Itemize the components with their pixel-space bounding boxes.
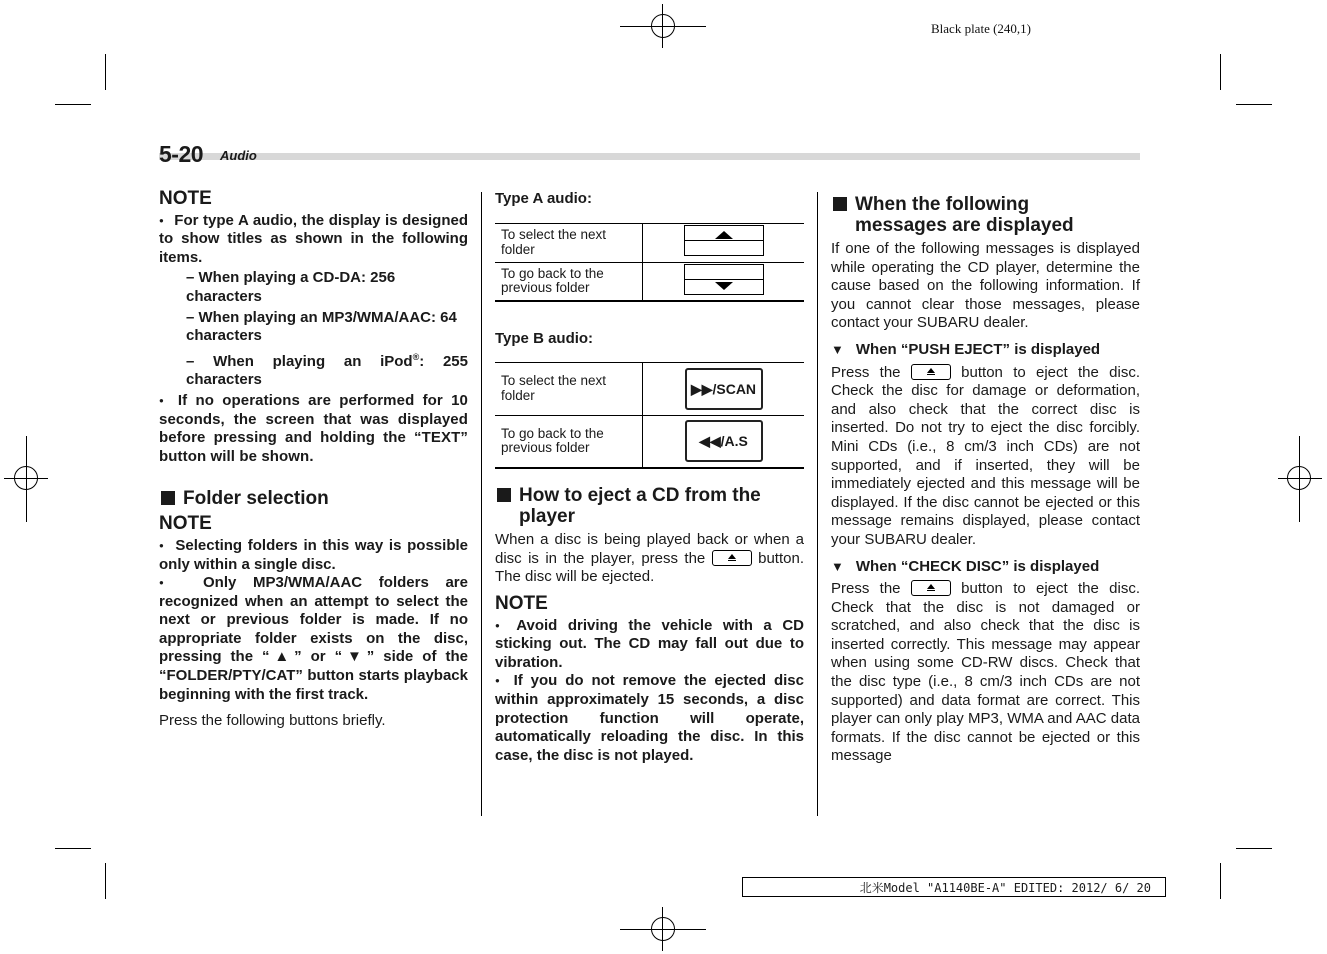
table-cell-icon	[643, 223, 805, 262]
column-1	[159, 190, 468, 731]
section-heading-text: When the following messages are displayed	[855, 194, 1074, 236]
subheading-check-disc	[831, 558, 1140, 577]
crop-mark	[1220, 863, 1221, 899]
note-bullet: ● If no operations are performed for 10 seconds, the screen that was displayed before pressing and holding the “TEXT” button will be shown.	[159, 392, 468, 466]
header-bar	[159, 153, 1140, 160]
type-a-table	[495, 223, 804, 303]
section-heading-text: How to eject a CD from the player	[519, 485, 761, 528]
registered-mark: ®	[412, 351, 420, 362]
registration-line	[620, 26, 706, 27]
subheading-text: When “CHECK DISC” is displayed	[855, 557, 1100, 575]
note-heading: NOTE	[159, 513, 212, 535]
table-cell-label: To select the next folder	[495, 223, 643, 262]
column-2	[495, 190, 804, 765]
registration-line	[1299, 436, 1300, 522]
down-triangle-icon: ▼	[831, 558, 844, 574]
seek-scan-button-icon: ▶▶/SCAN	[685, 368, 763, 410]
crop-mark	[105, 54, 106, 90]
body-text-part: button to eject the disc. Check that the disc is not damaged or scratched, and also check that the disc is inserted correctly. This message may appear when using some CD-RW discs. Check that the disc type (i.e., 8 cm/3 inch CDs are not supported) and data format are correct. This player can only play MP3, WMA and AAC data formats. If the disc cannot be ejected or this message	[831, 580, 1141, 765]
table-cell-label: To go back to the previous folder	[495, 262, 643, 301]
table-cell-label: To go back to the previous folder	[495, 415, 643, 468]
eject-button-icon	[911, 364, 951, 380]
note-heading: NOTE	[159, 188, 212, 209]
section-heading-text: Folder selection	[183, 488, 329, 510]
note-text: ” or “	[294, 648, 343, 666]
down-triangle-icon	[684, 264, 764, 295]
crop-mark	[1236, 848, 1272, 849]
down-triangle-icon: ▼	[342, 648, 367, 666]
body-text	[831, 580, 1140, 766]
down-triangle-icon: ▼	[831, 341, 844, 357]
body-text-part: button to eject the disc. Check the disc for damage or deformation, and also check that the correct disc is inserted. Do not try to eject the disc forcibly. Mini CDs (i.e., 8 cm/3 inch CDs) are not supported, and if inserted, they will be immediately ejected and this message will be displayed. If the disc cannot be ejected or this message remains displayed, please contact your SUBARU dealer.	[831, 363, 1141, 548]
table-row	[495, 362, 804, 415]
subheading-push-eject	[831, 341, 1140, 360]
eject-button-icon	[712, 550, 752, 566]
section-heading-folder	[159, 488, 468, 509]
crop-mark	[55, 104, 91, 105]
note-bullet: ● Avoid driving the vehicle with a CD sticking out. The CD may fall out due to vibration.	[495, 617, 804, 673]
note-text: Only MP3/WMA/AAC folders are recognized when an attempt to select the next or previous folder is made. If no appropriate folder exists on the disc, pressing the “	[159, 574, 468, 666]
body-text-part: button. The disc will be ejected.	[495, 549, 804, 586]
note-dash-item: – When playing an MP3/WMA/AAC: 64 characters	[186, 308, 457, 345]
table-caption: Type A audio:	[495, 190, 592, 207]
registration-line	[662, 907, 663, 951]
body-text-part: When a disc is being played back or when a disc is in the player, press the	[495, 531, 804, 567]
footer-edit-label: 北米Model "A1140BE-A" EDITED: 2012/ 6/ 20	[742, 877, 1166, 897]
square-bullet-icon	[161, 491, 175, 505]
square-bullet-icon	[833, 197, 847, 211]
note-bullet	[159, 574, 468, 704]
note-bullet: ● Selecting folders in this way is possible only within a single disc.	[159, 537, 468, 574]
eject-button-icon	[911, 580, 951, 596]
note-dash-item: – When playing a CD-DA: 256 characters	[186, 269, 396, 305]
body-text-part: Press the	[831, 363, 901, 381]
crop-mark	[55, 848, 91, 849]
note-bullet: ● If you do not remove the ejected disc within approximately 15 seconds, a disc protection function will operate, automatically reloading the disc. In this case, the disc is not played.	[495, 672, 804, 765]
registration-line	[1278, 478, 1322, 479]
note-bullet: ● For type A audio, the display is designed to show titles as shown in the following items.	[159, 212, 468, 268]
body-text: Press the following buttons briefly.	[159, 712, 386, 730]
section-heading-messages	[831, 194, 1140, 236]
table-cell-label: To select the next folder	[495, 362, 643, 415]
page-number: 5-20	[159, 141, 204, 167]
note-heading: NOTE	[495, 592, 548, 614]
crop-mark	[105, 863, 106, 899]
body-text-part: Press the	[831, 580, 901, 598]
registration-line	[662, 4, 663, 48]
table-row	[495, 223, 804, 262]
subheading-text: When “PUSH EJECT” is displayed	[855, 340, 1101, 358]
section-heading-eject	[495, 485, 804, 527]
crop-mark	[1220, 54, 1221, 90]
square-bullet-icon	[497, 488, 511, 502]
note-dash-text: : 255 characters	[186, 352, 468, 389]
type-b-table	[495, 362, 804, 470]
up-triangle-icon: ▲	[269, 648, 295, 666]
seek-as-button-icon: ◀◀/A.S	[685, 420, 763, 462]
registration-line	[620, 929, 706, 930]
note-dash-item	[159, 348, 468, 390]
body-text	[831, 364, 1140, 550]
plate-label: Black plate (240,1)	[931, 21, 1031, 36]
crop-mark	[1236, 104, 1272, 105]
column-divider	[481, 192, 482, 816]
note-dash-text: – When playing an iPod	[186, 352, 413, 370]
body-text: If one of the following messages is displayed while operating the CD player, determine the cause based on the following information. If you cannot clear those messages, please contact your SUBARU dealer.	[831, 240, 1140, 332]
column-3	[831, 190, 1140, 766]
section-name: Audio	[220, 148, 257, 163]
table-cell-icon	[643, 362, 805, 415]
note-text: ” side of the “FOLDER/PTY/CAT” button starts playback beginning with the first track.	[159, 648, 468, 703]
table-cell-icon	[643, 415, 805, 468]
table-cell-icon	[643, 262, 805, 301]
table-row	[495, 415, 804, 468]
table-caption: Type B audio:	[495, 330, 594, 348]
table-row	[495, 262, 804, 301]
body-text	[495, 531, 804, 587]
registration-line	[26, 436, 27, 522]
up-triangle-icon	[684, 225, 764, 256]
column-divider	[817, 192, 818, 816]
